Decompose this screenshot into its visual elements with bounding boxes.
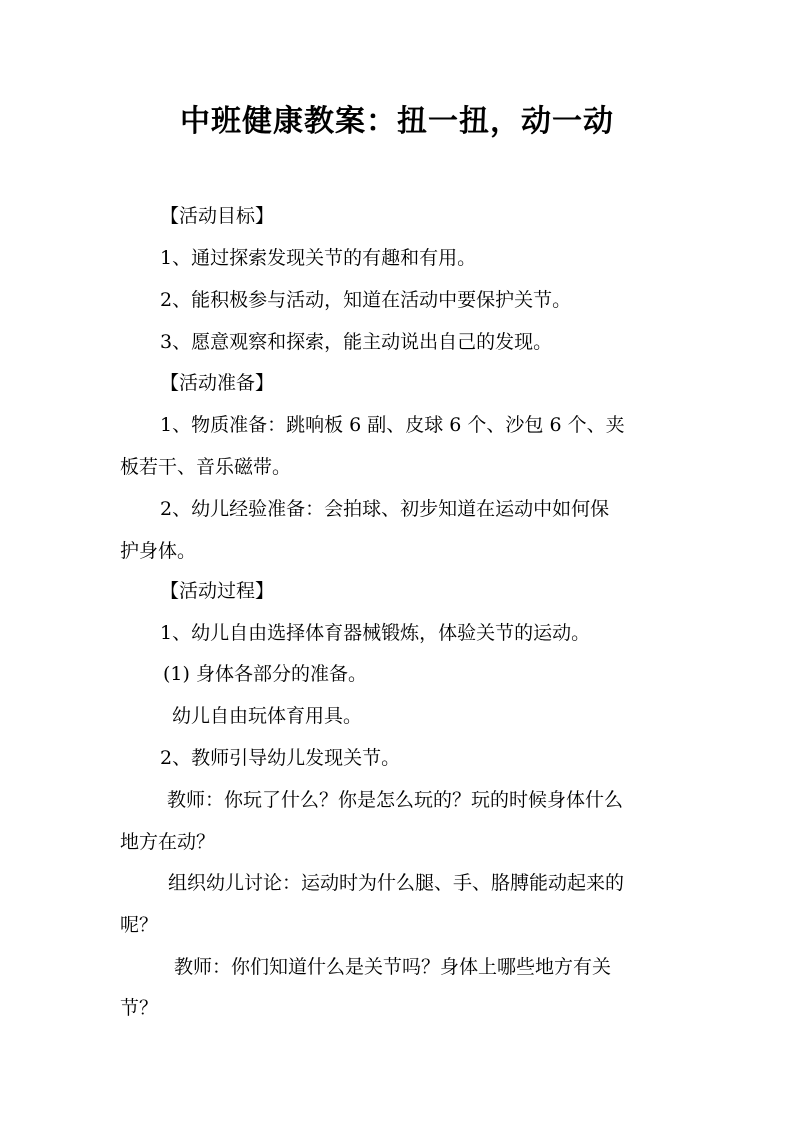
discussion-line1: 组织幼儿讨论：运动时为什么腿、手、胳膊能动起来的: [168, 872, 625, 894]
process-step-2: 2、教师引导幼儿发现关节。: [160, 747, 401, 769]
prep-item-2-line2: 护身体。: [120, 540, 197, 562]
page-title: 中班健康教案：扭一扭，动一动: [180, 104, 614, 139]
teacher-question-1-line2: 地方在动？: [120, 831, 216, 853]
teacher-question-2-line2: 节？: [120, 997, 159, 1019]
discussion-line2: 呢？: [120, 914, 159, 936]
prep-heading: 【活动准备】: [160, 372, 275, 394]
goal-item-1: 1、通过探索发现关节的有趣和有用。: [160, 247, 477, 269]
goal-item-3: 3、愿意观察和探索，能主动说出自己的发现。: [160, 331, 553, 353]
process-step-1: 1、幼儿自由选择体育器械锻炼，体验关节的运动。: [160, 622, 591, 644]
goal-item-2: 2、能积极参与活动，知道在活动中要保护关节。: [160, 289, 572, 311]
process-heading: 【活动过程】: [160, 580, 275, 602]
teacher-question-2-line1: 教师：你们知道什么是关节吗？身体上哪些地方有关: [174, 956, 612, 978]
process-step-1-sub: (1) 身体各部分的准备。: [163, 663, 367, 685]
prep-item-2-line1: 2、幼儿经验准备：会拍球、初步知道在运动中如何保: [160, 498, 610, 520]
prep-item-1-line1: 1、物质准备：跳响板 6 副、皮球 6 个、沙包 6 个、夹: [160, 414, 625, 436]
goals-heading: 【活动目标】: [160, 205, 275, 227]
process-step-1-detail: 幼儿自由玩体育用具。: [172, 705, 363, 727]
prep-item-1-line2: 板若干、音乐磁带。: [120, 456, 292, 478]
teacher-question-1-line1: 教师：你玩了什么？你是怎么玩的？玩的时候身体什么: [167, 789, 624, 811]
